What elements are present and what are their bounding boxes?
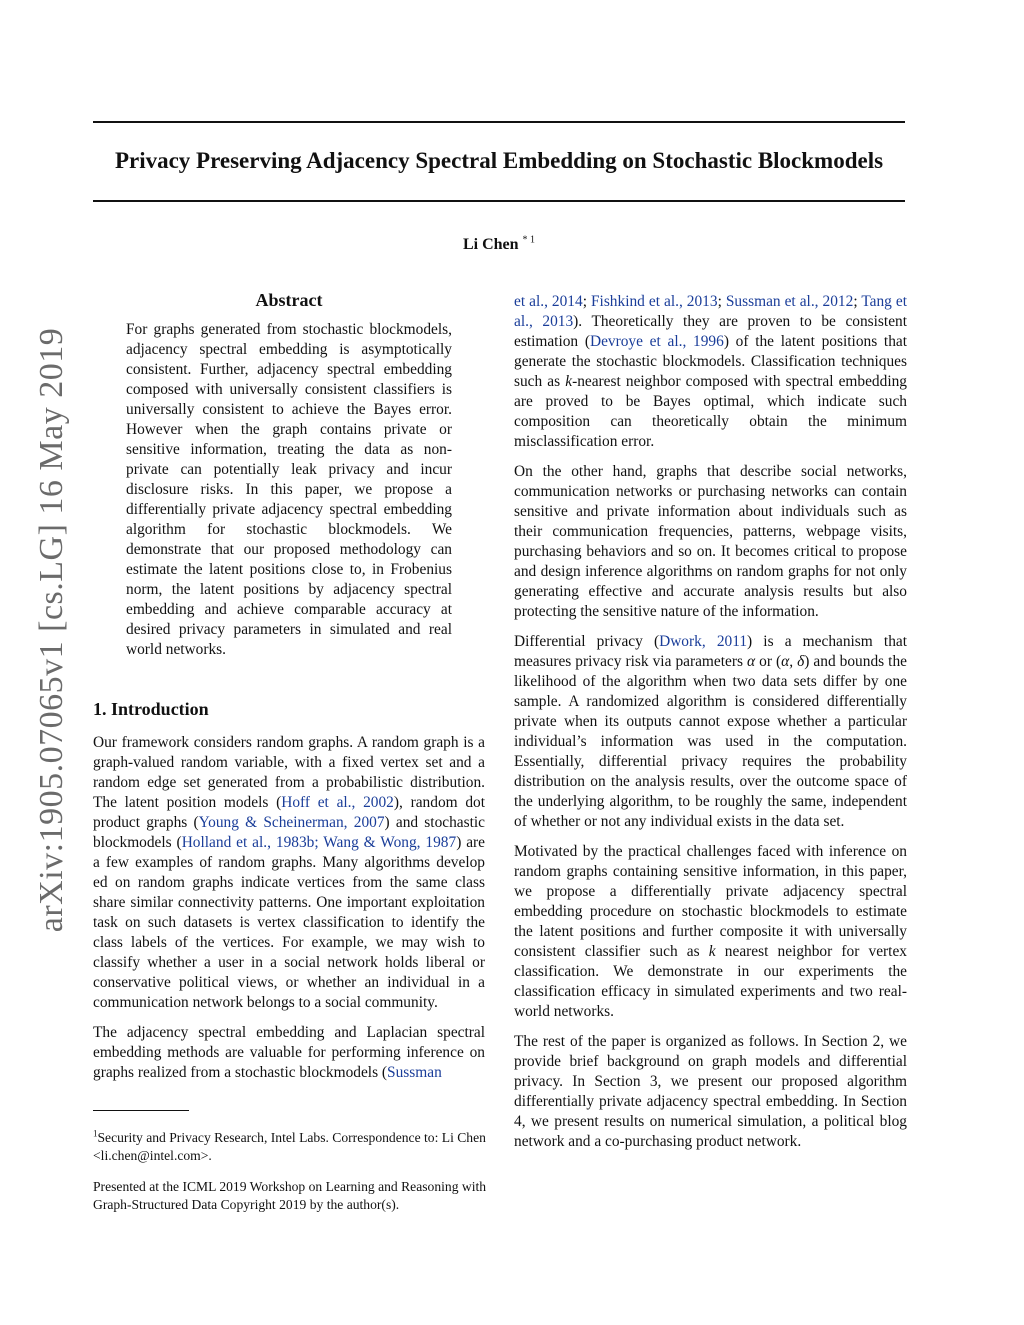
author-name: Li Chen bbox=[462, 236, 519, 253]
citation-link[interactable]: Sussman bbox=[387, 1064, 442, 1081]
text-run: ; bbox=[853, 293, 862, 310]
text-run: ) of the latent positions that generate the stochastic blockmodels. Classification techniques such as bbox=[514, 333, 908, 390]
footnote-text: Security and Privacy Research, Intel Labs. Correspondence to: Li Chen <li.chen@intel.com>. bbox=[93, 1129, 486, 1163]
text-run: ) and bounds the likelihood of the algorithm when two data sets differ by one sample. A randomized algorithm is considered differentially private when its outputs cannot expose whether a particular individual’s information was used in the computation. Essentially, differential privacy requires the probability distribution on the analysis results, over the outcome space of the underlying algorithm, to be roughly the same, independent of whether or not any individual exists in the data set. bbox=[514, 653, 907, 830]
title-rule-top bbox=[93, 121, 905, 123]
right-paragraph-1 bbox=[514, 292, 907, 452]
text-run: The adjacency spectral embedding and Laplacian spectral embedding methods are valuable for performing inference on graphs realized from a stochastic blockmodels ( bbox=[93, 1024, 485, 1081]
citation-link[interactable]: Young & Scheinerman, 2007 bbox=[198, 814, 385, 831]
footnote bbox=[93, 1115, 493, 1228]
intro-heading: 1. Introduction bbox=[93, 699, 209, 719]
text-run: Motivated by the practical challenges faced with inference on random graphs containing sensitive information, in this paper, we propose a differentially private adjacency spectral embedding procedure on stochastic blockmodels to estimate the latent positions and further composite it with universally consistent classifier such as bbox=[514, 843, 907, 960]
text-run: nearest neighbor for vertex classification. We demonstrate in our experiments the classification efficacy in simulated experiments and two real-world networks. bbox=[514, 943, 907, 1020]
paper-title: Privacy Preserving Adjacency Spectral Embedding on Stochastic Blockmodels bbox=[114, 148, 884, 173]
text-run: ). Theoretically they are proven to be consistent estimation ( bbox=[514, 313, 908, 350]
right-paragraph-4 bbox=[514, 842, 907, 1022]
citation-link[interactable]: Devroye et al., 1996 bbox=[589, 333, 724, 350]
citation-link[interactable]: et al., 2014 bbox=[514, 293, 583, 310]
footnote-affiliation bbox=[93, 1129, 493, 1165]
arxiv-stamp-text: arXiv:1905.07065v1 [cs.LG] 16 May 2019 bbox=[33, 327, 70, 933]
abstract-text: For graphs generated from stochastic blockmodels, adjacency spectral embedding is asymptotically consistent. Further, adjacency spectral embedding composed with universally consistent classifiers is universally consistent to achieve the Bayes error. However when the graph contains private or sensitive information, treating the data as non-private can potentially leak privacy and incur disclosure risks. In this paper, we propose a differentially private adjacency spectral embedding algorithm for stochastic blockmodels. We demonstrate that our proposed methodology can estimate the latent positions close to, in Frobenius norm, the latent positions by adjacency spectral embedding and achieve comparable accuracy at desired privacy parameters in simulated and real world networks. bbox=[126, 321, 452, 658]
author-marks: * 1 bbox=[522, 234, 536, 246]
text-run: or ( bbox=[755, 653, 782, 670]
citation-link[interactable]: Dwork, 2011 bbox=[659, 633, 748, 650]
math-alpha: α bbox=[747, 653, 756, 670]
math-alpha-delta: α, δ bbox=[781, 653, 805, 670]
text-run: ; bbox=[717, 293, 726, 310]
intro-paragraph-2 bbox=[93, 1023, 485, 1083]
math-k: k bbox=[565, 373, 573, 390]
intro-paragraph-1 bbox=[93, 733, 485, 1013]
abstract-heading: Abstract bbox=[255, 290, 323, 310]
text-run: ; bbox=[582, 293, 591, 310]
citation-link[interactable]: Fishkind et al., 2013 bbox=[590, 293, 718, 310]
author-line bbox=[93, 236, 905, 254]
citation-link[interactable]: Tang et al., 2013 bbox=[514, 293, 907, 330]
footnote-mark: 1 bbox=[93, 1128, 98, 1139]
right-paragraph-2: On the other hand, graphs that describe social networks, communication networks or purchasing networks can contain sensitive and private information about individuals such as their communication frequencies, patterns, webpage visits, purchasing behaviors and so on. It becomes critical to propose and design inference algorithms on random graphs for not only generating effective and accurate analysis results but also protecting the sensitive nature of the information. bbox=[514, 463, 907, 620]
text-run: Our framework considers random graphs. A random graph is a graph-valued random variable, with a fixed vertex set and a random edge set generated from a probabilistic distribution. The latent position models ( bbox=[93, 734, 485, 811]
text-run: ) are a few examples of random graphs. Many algorithms develop ed on random graphs indicate vertices from the same class share similar connectivity patterns. One important exploitation task on such datasets is vertex classification to identify the class labels of the vertices. For example, we may wish to classify whether a user in a social network holds liberal or conservative political views, or whether an individual in a communication network belongs to a social community. bbox=[93, 834, 486, 1011]
text-run: ), random dot product graphs ( bbox=[93, 794, 485, 831]
citation-link[interactable]: Hoff et al., 2002 bbox=[281, 794, 394, 811]
title-rule-bottom bbox=[93, 200, 905, 202]
math-k: k bbox=[708, 943, 716, 960]
right-paragraph-5: The rest of the paper is organized as follows. In Section 2, we provide brief background on graph models and differential privacy. In Section 3, we present our proposed algorithm differentially private adjacency spectral embedding. In Section 4, we present results on numerical simulation, a political blog network and a co-purchasing product network. bbox=[514, 1033, 907, 1150]
intro-body bbox=[93, 733, 485, 1083]
text-run: Differential privacy ( bbox=[514, 633, 660, 650]
footnote-rule bbox=[93, 1110, 189, 1111]
right-paragraph-3 bbox=[514, 632, 907, 832]
abstract-body bbox=[126, 320, 452, 660]
footnote-presented: Presented at the ICML 2019 Workshop on Learning and Reasoning with Graph-Structured Data Copyright 2019 by the author(s). bbox=[93, 1179, 487, 1213]
right-column bbox=[514, 292, 907, 1152]
text-run: ) and stochastic blockmodels ( bbox=[93, 814, 485, 851]
text-run: -nearest neighbor composed with spectral embedding are proved to be Bayes optimal, which indicate such composition can theoretically obtain the minimum misclassification error. bbox=[514, 373, 907, 450]
text-run: ) is a mechanism that measures privacy risk via parameters bbox=[514, 633, 907, 670]
citation-link[interactable]: Sussman et al., 2012 bbox=[725, 293, 854, 310]
citation-link[interactable]: Holland et al., 1983b; Wang & Wong, 1987 bbox=[181, 834, 457, 851]
